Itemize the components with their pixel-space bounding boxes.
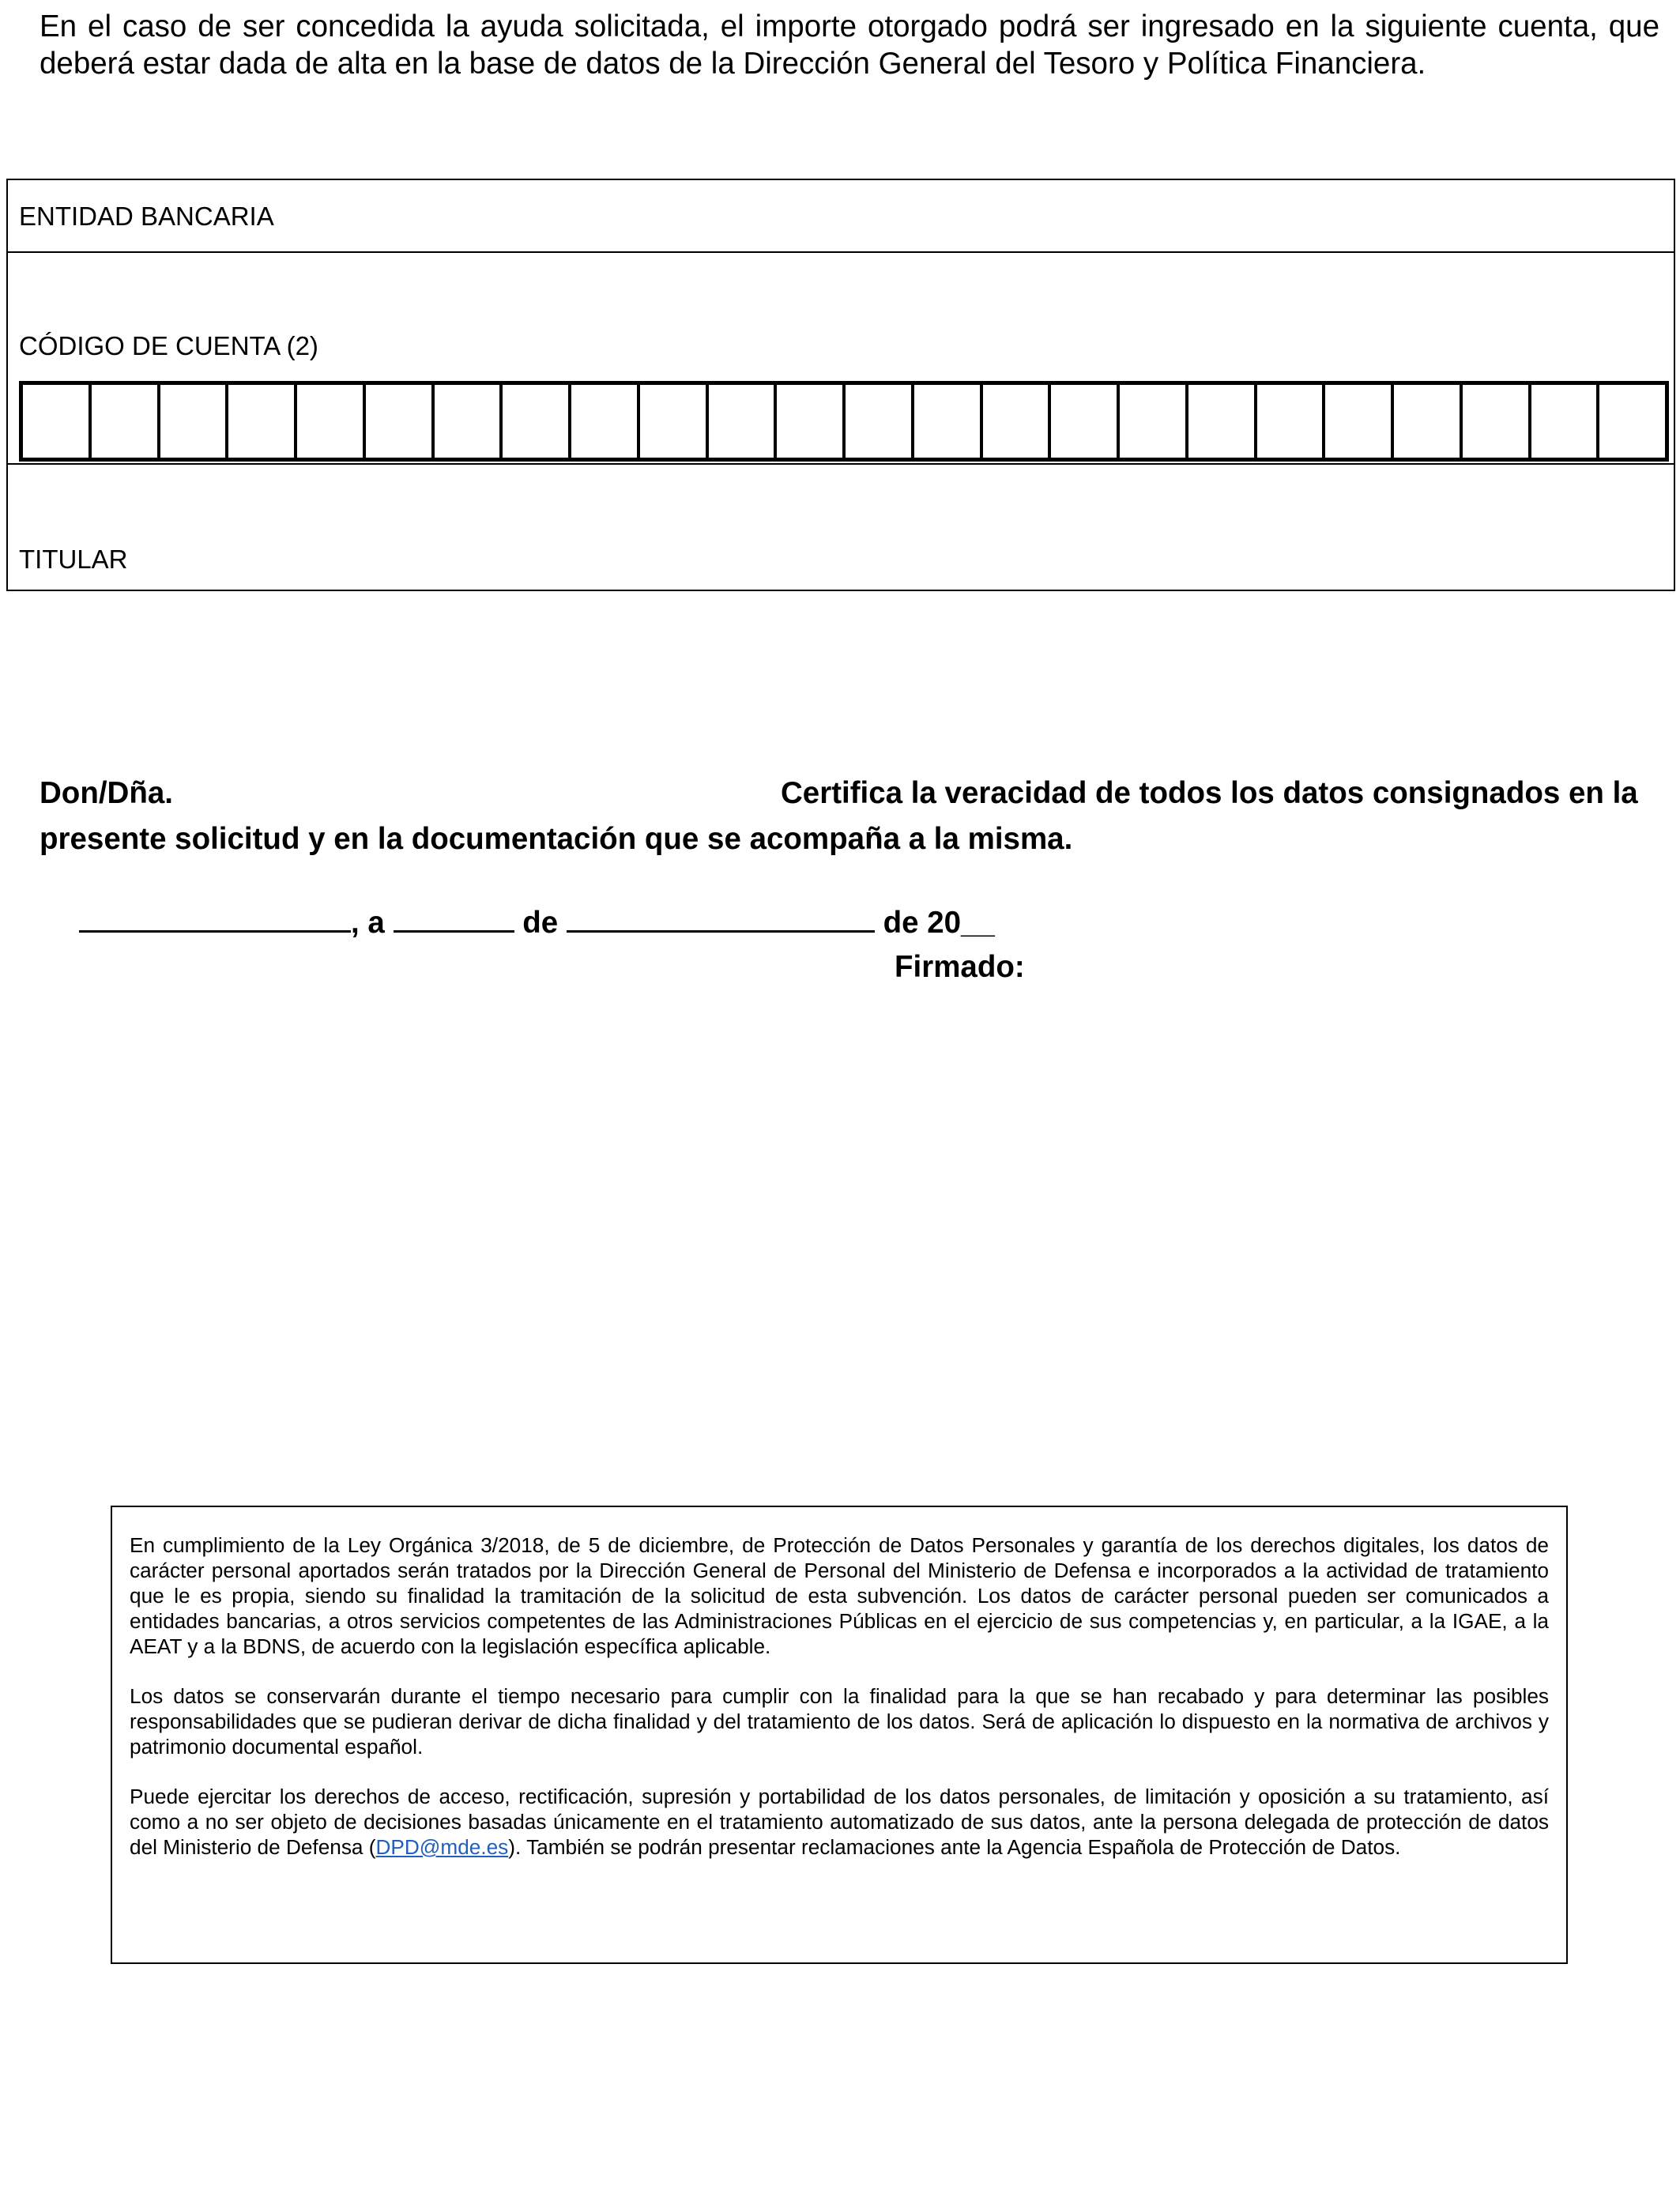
day-blank[interactable] — [394, 903, 514, 933]
bank-account-form — [6, 179, 1675, 591]
place-blank[interactable] — [79, 903, 351, 933]
account-code-cell[interactable] — [1325, 385, 1394, 458]
account-code-cell[interactable] — [983, 385, 1052, 458]
account-code-cell[interactable] — [1120, 385, 1188, 458]
account-code-cell[interactable] — [640, 385, 709, 458]
dpd-email-link[interactable]: DPD@mde.es — [375, 1835, 509, 1859]
account-code-grid — [19, 381, 1669, 462]
date-line — [79, 903, 995, 942]
account-code-cell[interactable] — [846, 385, 914, 458]
account-code-cell[interactable] — [1599, 385, 1665, 458]
privacy-paragraph-3 — [130, 1784, 1549, 1860]
privacy-paragraph-2: Los datos se conservarán durante el tiempo necesario para cumplir con la finalidad para la que se han recabado y para determinar las posibles responsabilidades que se pudieran derivar de dicha finalidad y del tratamiento de los datos. Será de aplicación lo dispuesto en la normativa de archivos y patrimonio documental español. — [130, 1684, 1549, 1759]
certification-statement-cont: presente solicitud y en la documentación que se acompaña a la misma. — [40, 822, 1073, 856]
account-code-cell[interactable] — [92, 385, 160, 458]
privacy-text: Puede ejercitar los derechos de acceso, rectificación, supresión y portabilidad de los datos personales, de limitación y oposición a su tratamiento, así como a no ser objeto de decisiones basadas únicamente en el tratamiento automatizado de sus datos, ante la persona delegada de protección de datos del Ministerio de Defensa ( — [130, 1785, 1549, 1859]
account-code-cell[interactable] — [571, 385, 640, 458]
account-code-cell[interactable] — [23, 385, 92, 458]
account-code-cell[interactable] — [503, 385, 571, 458]
form-divider — [8, 463, 1674, 465]
account-code-cell[interactable] — [366, 385, 435, 458]
account-code-cell[interactable] — [1531, 385, 1600, 458]
account-code-cell[interactable] — [777, 385, 846, 458]
account-code-cell[interactable] — [1188, 385, 1257, 458]
account-code-label: CÓDIGO DE CUENTA (2) — [19, 331, 318, 360]
account-code-cell[interactable] — [228, 385, 297, 458]
holder-label: TITULAR — [19, 545, 128, 574]
form-divider — [8, 251, 1674, 253]
bank-entity-label: ENTIDAD BANCARIA — [19, 202, 274, 231]
account-code-cell[interactable] — [914, 385, 983, 458]
data-protection-notice — [111, 1506, 1568, 1964]
month-blank[interactable] — [567, 903, 875, 933]
date-year-text: de 20__ — [883, 906, 995, 940]
date-a-text: , a — [351, 906, 385, 940]
account-code-cell[interactable] — [297, 385, 366, 458]
signed-label: Firmado: — [895, 950, 1025, 984]
account-code-cell[interactable] — [1257, 385, 1326, 458]
account-code-cell[interactable] — [1394, 385, 1463, 458]
account-code-cell[interactable] — [709, 385, 778, 458]
intro-paragraph: En el caso de ser concedida la ayuda solicitada, el importe otorgado podrá ser ingresado en la siguiente cuenta, que deberá estar dada de alta en la base de datos de la Dirección General del Tesoro y Política Financiera. — [40, 9, 1659, 81]
date-de-text: de — [522, 906, 559, 940]
privacy-paragraph-1: En cumplimiento de la Ley Orgánica 3/2018, de 5 de diciembre, de Protección de Datos Personales y garantía de los derechos digitales, los datos de carácter personal aportados serán tratados por la Dirección General de Personal del Ministerio de Defensa e incorporados a la actividad de tratamiento que le es propia, siendo su finalidad la tramitación de la solicitud de esta subvención. Los datos de carácter personal pueden ser comunicados a entidades bancarias, a otros servicios competentes de las Administraciones Públicas en el ejercicio de sus competencias y, en particular, a la IGAE, a la AEAT y a la BDNS, de acuerdo con la legislación específica aplicable. — [130, 1533, 1549, 1658]
account-code-cell[interactable] — [435, 385, 503, 458]
privacy-text: ). También se podrán presentar reclamaciones ante la Agencia Española de Protección de Datos. — [508, 1835, 1401, 1859]
account-code-cell[interactable] — [160, 385, 229, 458]
account-code-cell[interactable] — [1051, 385, 1120, 458]
account-code-cell[interactable] — [1463, 385, 1531, 458]
certification-statement: Certifica la veracidad de todos los datos consignados en la — [781, 776, 1638, 810]
name-label: Don/Dña. — [40, 776, 173, 810]
